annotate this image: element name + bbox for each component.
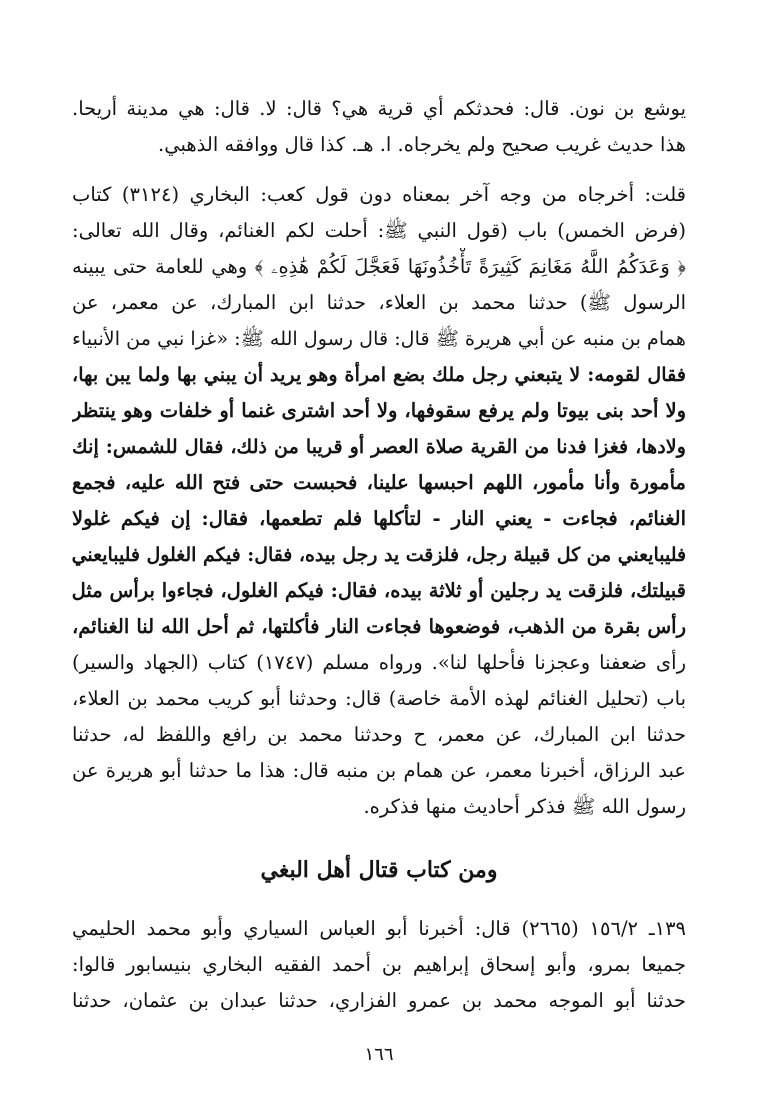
- text-line: حدثنا ابن المبارك، عن معمر، ح وحدثنا محمد بن رافع واللفظ له، حدثنا: [72, 723, 686, 746]
- text-line: همام بن منبه عن أبي هريرة ﷺ قال: قال رسول الله ﷺ: «غزا نبي من الأنبياء: [72, 327, 686, 350]
- text-line: هذا حديث غريب صحيح ولم يخرجاه. ا. هـ. كذا قال ووافقه الذهبي.: [158, 133, 686, 156]
- hadith-line: الغنائم، فجاءت - يعني النار - لتأكلها فلم تطعمها، فقال: إن فيكم غلولا: [72, 507, 686, 530]
- hadith-line: رأس بقرة من الذهب، فوضعوها فجاءت النار فأكلتها، ثم أحل الله لنا الغنائم،: [72, 615, 686, 638]
- text-line: عبد الرزاق، أخبرنا معمر، عن همام بن منبه قال: هذا ما حدثنا أبو هريرة عن: [72, 759, 686, 782]
- text-line: الرسول ﷺ) حدثنا محمد بن العلاء، حدثنا ابن المبارك، عن معمر، عن: [72, 291, 686, 314]
- hadith-line: قبيلتك، فلزقت يد رجلين أو ثلاثة بيده، فقال: فيكم الغلول، فجاءوا برأس مثل: [72, 579, 686, 602]
- text-line: رأى ضعفنا وعجزنا فأحلها لنا». ورواه مسلم (١٧٤٧) كتاب (الجهاد والسير): [72, 651, 686, 674]
- section-heading: ومن كتاب قتال أهل البغي: [260, 857, 498, 883]
- text-line: (فرض الخمس) باب (قول النبي ﷺ: أحلت لكم الغنائم، وقال الله تعالى:: [72, 219, 686, 242]
- text-line: باب (تحليل الغنائم لهذه الأمة خاصة) قال: وحدثنا أبو كريب محمد بن العلاء،: [72, 687, 686, 710]
- hadith-line: ولادها، فغزا فدنا من القرية صلاة العصر أو قريبا من ذلك، فقال للشمس: إنك: [72, 435, 686, 458]
- text-line: يوشع بن نون. قال: فحدثكم أي قرية هي؟ قال: لا. قال: هي مدينة أريحا.: [72, 97, 686, 120]
- hadith-line: ولا أحد بنى بيوتا ولم يرفع سقوفها، ولا أحد اشترى غنما أو خلفات وهو ينتظر: [72, 399, 686, 422]
- text-line: ١٣٩ـ ١٥٦/٢ (٢٦٦٥) قال: أخبرنا أبو العباس السياري وأبو محمد الحليمي: [72, 917, 686, 940]
- text-line: جميعا بمرو، وأبو إسحاق إبراهيم بن أحمد الفقيه البخاري بنيسابور قالوا:: [72, 953, 686, 976]
- hadith-line: فقال لقومه: لا يتبعني رجل ملك بضع امرأة وهو يريد أن يبني بها ولما يبن بها،: [72, 363, 686, 386]
- hadith-line: فليبايعني من كل قبيلة رجل، فلزقت يد رجل بيده، فقال: فيكم الغلول فليبايعني: [72, 544, 686, 566]
- book-page: [72, 90, 686, 1080]
- text-line: قلت: أخرجاه من وجه آخر بمعناه دون قول كعب: البخاري (٣١٢٤) كتاب: [72, 183, 686, 206]
- page-number: ١٦٦: [364, 1044, 394, 1065]
- quran-verse-line: ﴿ وَعَدَكُمُ اللَّهُ مَغَانِمَ كَثِيرَةً تَأْخُذُونَهَا فَعَجَّلَ لَكُمْ هَٰذِهِۦ ﴾ وهي للعامة حتى يبينه: [72, 255, 686, 278]
- hadith-line: مأمورة وأنا مأمور، اللهم احبسها علينا، فحبست حتى فتح الله عليه، فجمع: [72, 471, 686, 494]
- text-line: رسول الله ﷺ فذكر أحاديث منها فذكره.: [363, 795, 686, 818]
- text-line: حدثنا أبو الموجه محمد بن عمرو الفزاري، حدثنا عبدان بن عثمان، حدثنا: [72, 989, 686, 1012]
